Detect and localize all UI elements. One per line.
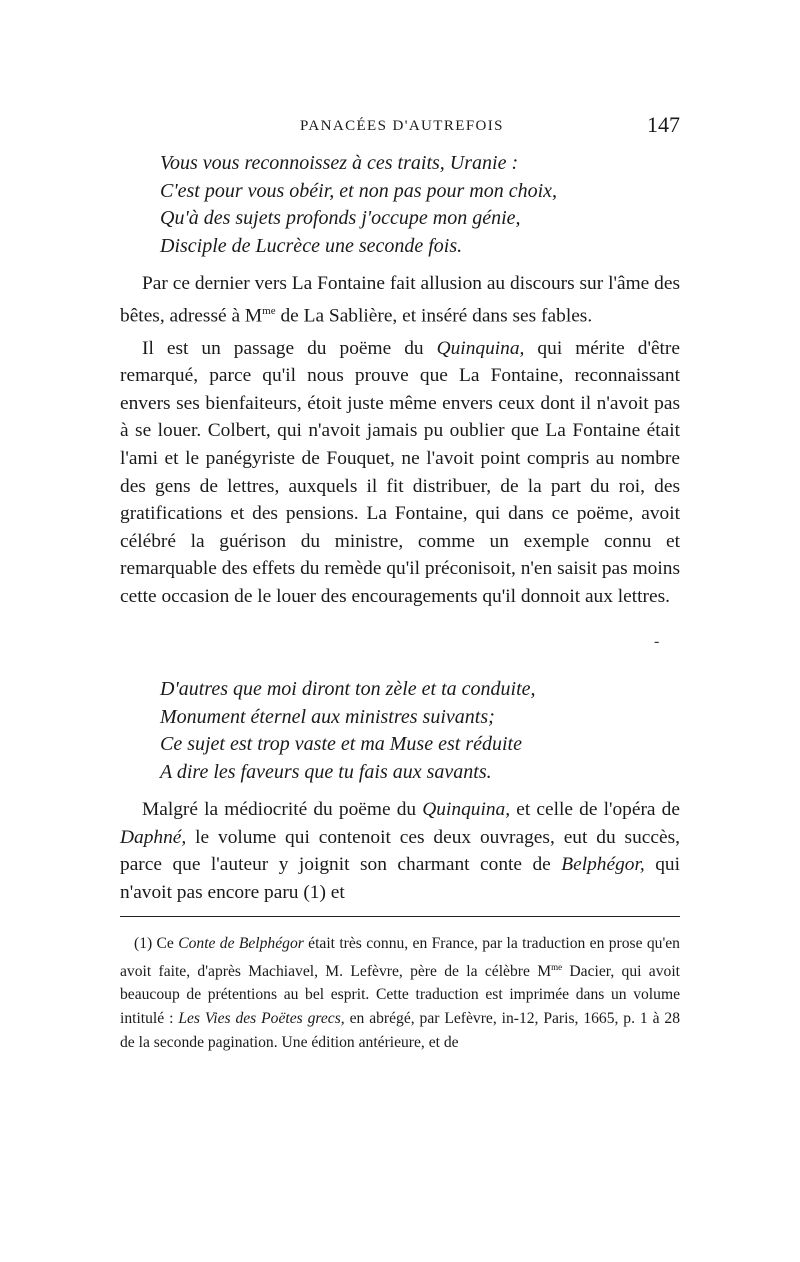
verse-line: D'autres que moi diront ton zèle et ta conduite, (160, 678, 536, 700)
verse-line: Qu'à des sujets profonds j'occupe mon génie, (160, 207, 521, 230)
body-text-1 (120, 270, 680, 611)
verse-line: Monument éternel aux ministres suivants; (160, 705, 495, 728)
paragraph-2: Il est un passage du poëme du Quinquina, qui mérite d'être remarqué, parce qu'il nous prouve que La Fontaine, reconnaissant envers ses bienfaiteurs, étoit juste même envers ceux dont il n'avoit pas à se louer. Colbert, qui n'avoit jamais pu oublier que La Fontaine était l'ami et le panégyriste de Fouquet, ne l'avoit point compris au nombre des gens de lettres, auxquels il fit distribuer, de la part du roi, des gratifications et des pensions. La Fontaine, qui dans ce poëme, avoit célébré la guérison du ministre, comme un exemple connu et remarquable des effets du remède qu'il préconisoit, n'en saisit pas moins cette occasion de le louer des encouragements qu'il donnoit aux lettres. (120, 337, 680, 607)
footnote-text: (1) Ce Conte de Belphégor était très connu, en France, par la traduction en prose qu'en avoit faite, d'après Machiavel, M. Lefèvre, père de la célèbre $M^{me}$ Dacier, qui avoit beaucoup de prétentions au bel esprit. Cette traduction est imprimée dans un volume intitulé : Les Vies des Poëtes grecs, en abrégé, par Lefèvre, in-12, Paris, 1665, p. 1 à 28 de la seconde pagination. Une édition antérieure, et de (120, 935, 680, 1051)
verse-line: C'est pour vous obéir, et non pas pour mon choix, (160, 179, 558, 202)
stray-mark: - (654, 633, 660, 650)
footnote (120, 932, 680, 1054)
body-text-2 (120, 796, 680, 906)
footnote-rule (120, 916, 680, 917)
verse-line: Disciple de Lucrèce une seconde fois. (160, 234, 463, 257)
page-header (120, 112, 680, 142)
paragraph-1: Par ce dernier vers La Fontaine fait allusion au discours sur l'âme des bêtes, adressé à $M^{me}$ de La Sablière, et inséré dans ses fables. (120, 273, 680, 327)
paragraph-3: Malgré la médiocrité du poëme du Quinquina, et celle de l'opéra de Daphné, le volume qui contenoit ces deux ouvrages, eut du succès, parce que l'auteur y joignit son charmant conte de Belphégor, qui n'avoit pas encore paru (1) et (120, 799, 680, 903)
running-head: PANACÉES D'AUTREFOIS (300, 118, 504, 134)
verse-line: Vous vous reconnoissez à ces traits, Uranie : (160, 152, 519, 174)
verse-quotation-2 (160, 676, 700, 786)
verse-line: Ce sujet est trop vaste et ma Muse est réduite (160, 733, 522, 756)
verse-line: A dire les faveurs que tu fais aux savants. (160, 760, 492, 783)
page-number: 147 (647, 112, 680, 137)
verse-quotation-1 (160, 150, 700, 260)
